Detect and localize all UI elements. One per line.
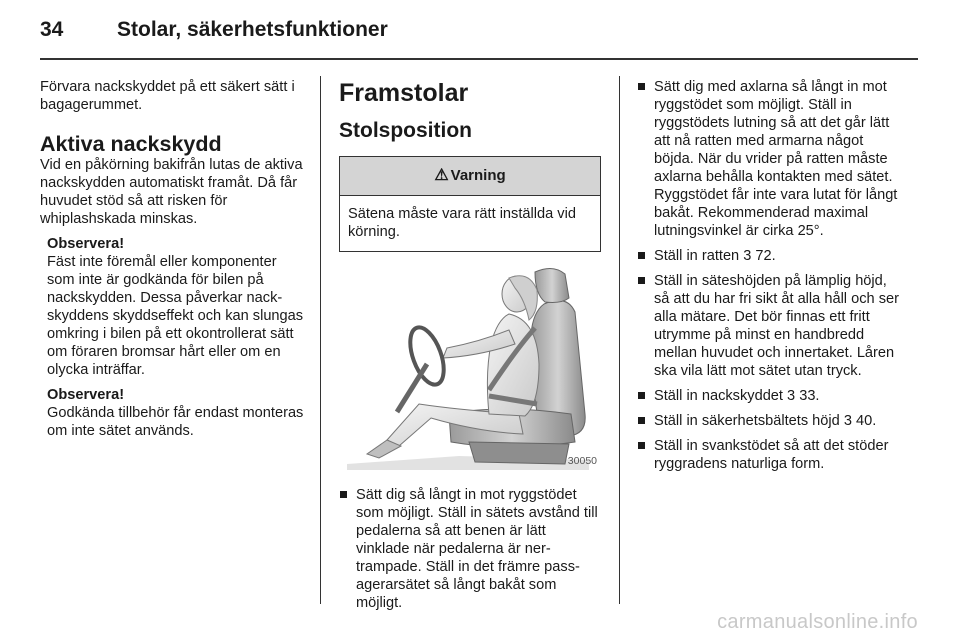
list-item: Ställ in svankstödet så att det stöder ryggradens naturliga form. [637, 437, 905, 473]
header-rule [40, 58, 918, 60]
warning-triangle-icon: ⚠ [434, 167, 449, 184]
figure-number: 30050 [567, 455, 597, 467]
seat-instructions-list-2 [637, 78, 905, 473]
list-item: Ställ in säkerhetsbältets höjd 3 40. [637, 412, 905, 430]
page-number: 34 [40, 18, 64, 41]
list-item: Sätt dig så långt in mot ryggstödet som möjligt. Ställ in sätets avstånd till pedalerna så att benen är lätt vinklade när pedalerna är nertrampade. Ställ in det främre passagerarsätet så långt bakåt som möjligt. [339, 486, 603, 612]
watermark: carmanualsonline.info [717, 611, 918, 633]
note-2-title: Observera! [47, 387, 125, 403]
list-item: Sätt dig med axlarna så långt in mot ryggstödet som möjligt. Ställ in ryggstödets lutning så att det går lätt att nå ratten med armarna något böjda. När du vrider på ratten måste axlarna behålla kontakten med sätet. Ryggstödet får inte vara lutat för långt bakåt. Rekommenderad maximal lutningsvinkel är cirka 25°. [637, 78, 905, 240]
warning-header [340, 157, 600, 196]
warning-title: Varning [450, 167, 506, 184]
column-2 [339, 78, 603, 619]
note-2 [40, 386, 304, 440]
subheading-seat-position: Stolsposition [339, 119, 472, 142]
active-headrests-body: Vid en påkörning bakifrån lutas de aktiva nackskydden automatiskt framåt. Då får huvudet stöd så att risken för whiplashskada minskas. [40, 157, 303, 227]
column-1 [40, 78, 304, 440]
note-2-text: Godkända tillbehör får endast monteras om inte sätet används. [47, 405, 304, 439]
warning-text: Sätena måste vara rätt inställda vid körning. [348, 206, 576, 240]
page-header [40, 18, 920, 48]
column-divider-2 [619, 76, 620, 604]
intro-text: Förvara nackskyddet på ett säkert sätt i bagagerummet. [40, 79, 295, 113]
section-heading-front-seats: Framstolar [339, 79, 469, 107]
seat-instructions-list-1 [339, 486, 603, 612]
seating-position-illustration [339, 264, 601, 472]
column-divider-1 [320, 76, 321, 604]
warning-box [339, 156, 601, 252]
list-item: Ställ in ratten 3 72. [637, 247, 905, 265]
list-item: Ställ in säteshöjden på lämplig höjd, så att du har fri sikt åt alla håll och ser alla mätare. Det bör finnas ett fritt utrymme på minst en handbredd mellan huvudet och innertaket. Låren ska vila lätt mot sätet utan tryck. [637, 272, 905, 380]
section-heading-active-headrests: Aktiva nackskydd [40, 132, 222, 156]
note-1-text: Fäst inte föremål eller komponenter som inte är godkända för bilen på nackskydden. Dessa påverkar nackskyddens skyddseffekt och kan slungas omkring i bilen på ett okontrollerat sätt om föraren bromsar hårt eller om en olycka inträffar. [47, 254, 304, 378]
chapter-title: Stolar, säkerhetsfunktioner [117, 18, 388, 41]
note-1 [40, 235, 304, 379]
column-3 [637, 78, 905, 480]
note-1-title: Observera! [47, 236, 125, 252]
list-item: Ställ in nackskyddet 3 33. [637, 387, 905, 405]
driver-seat-icon [339, 264, 601, 472]
